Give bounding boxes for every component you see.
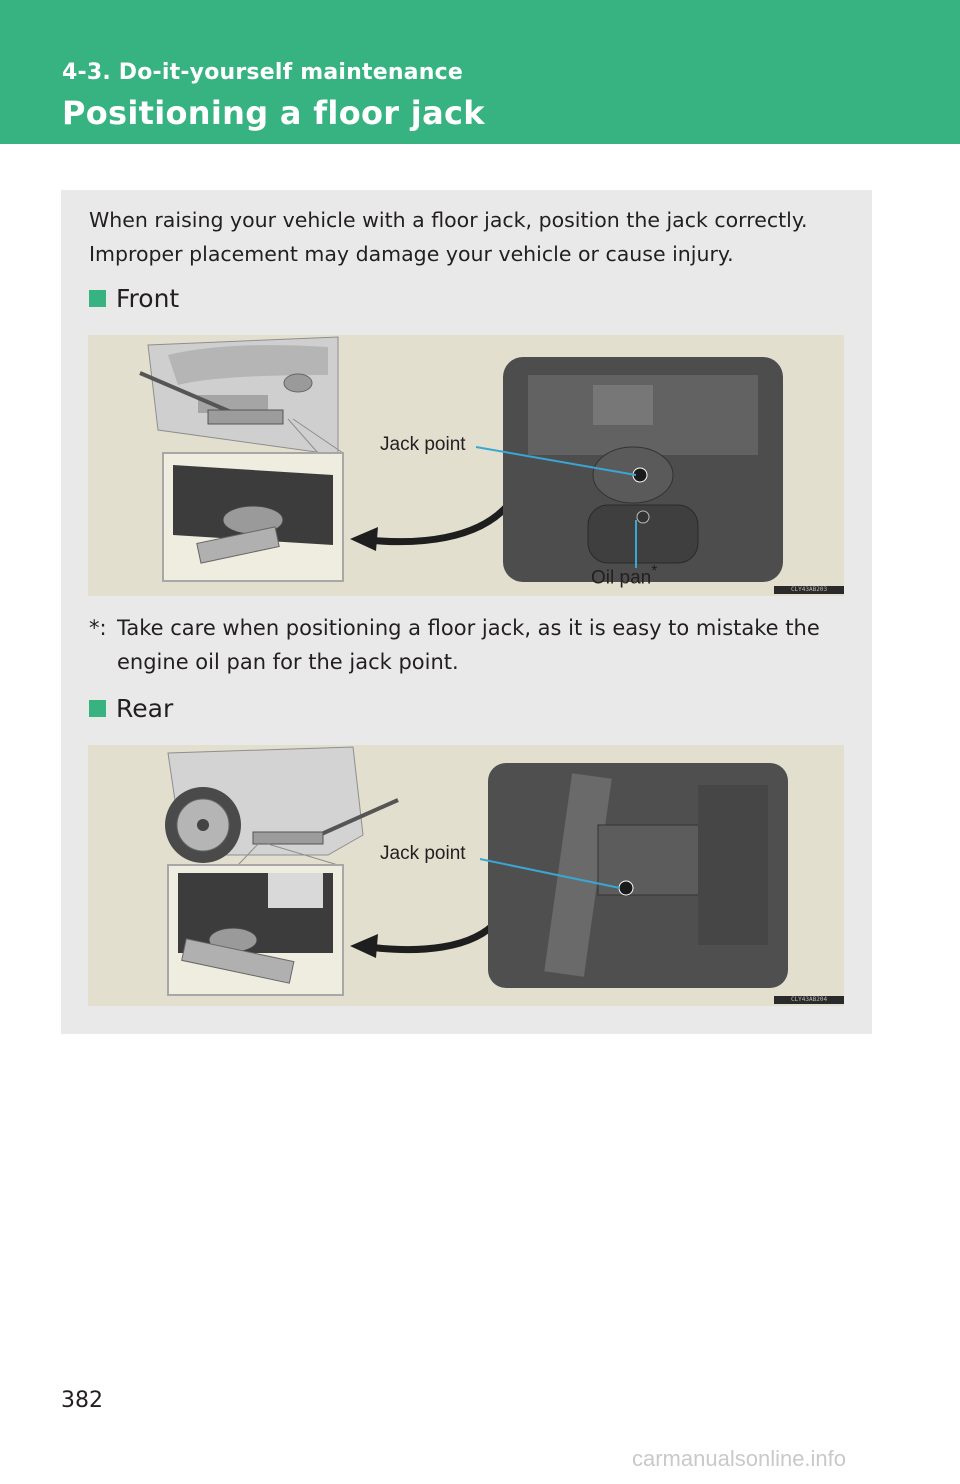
oil-pan-text: Oil pan bbox=[591, 567, 652, 589]
section-title: 4-3. Do-it-yourself maintenance bbox=[62, 60, 463, 85]
front-heading bbox=[89, 284, 179, 313]
bullet-square-icon bbox=[89, 700, 106, 717]
watermark: carmanualsonline.info bbox=[632, 1446, 847, 1471]
oil-pan-label bbox=[591, 563, 657, 589]
front-jack-point-label: Jack point bbox=[380, 434, 466, 455]
front-figure-code: CLY43AB203 bbox=[774, 586, 844, 594]
page-number: 382 bbox=[61, 1388, 103, 1413]
bullet-square-icon bbox=[89, 290, 106, 307]
header-band bbox=[0, 0, 960, 144]
footnote-mark: *: bbox=[89, 616, 107, 640]
front-illustration bbox=[88, 335, 844, 596]
rear-figure bbox=[88, 745, 844, 1006]
oil-pan-asterisk: * bbox=[651, 563, 658, 580]
rear-illustration bbox=[88, 745, 844, 1006]
front-heading-label: Front bbox=[116, 284, 180, 313]
footnote bbox=[89, 611, 841, 679]
front-figure bbox=[88, 335, 844, 596]
intro-text: When raising your vehicle with a floor jack, position the jack correctly. Improper placement may damage your vehicle or cause injury. bbox=[89, 208, 808, 266]
rear-figure-code: CLY43AB204 bbox=[774, 996, 844, 1004]
footnote-text: Take care when positioning a floor jack, as it is easy to mistake the engine oil pan for the jack point. bbox=[117, 616, 820, 674]
rear-heading-label: Rear bbox=[116, 694, 174, 723]
rear-heading bbox=[89, 694, 173, 723]
rear-jack-point-label: Jack point bbox=[380, 843, 466, 864]
page-title: Positioning a floor jack bbox=[62, 94, 485, 132]
